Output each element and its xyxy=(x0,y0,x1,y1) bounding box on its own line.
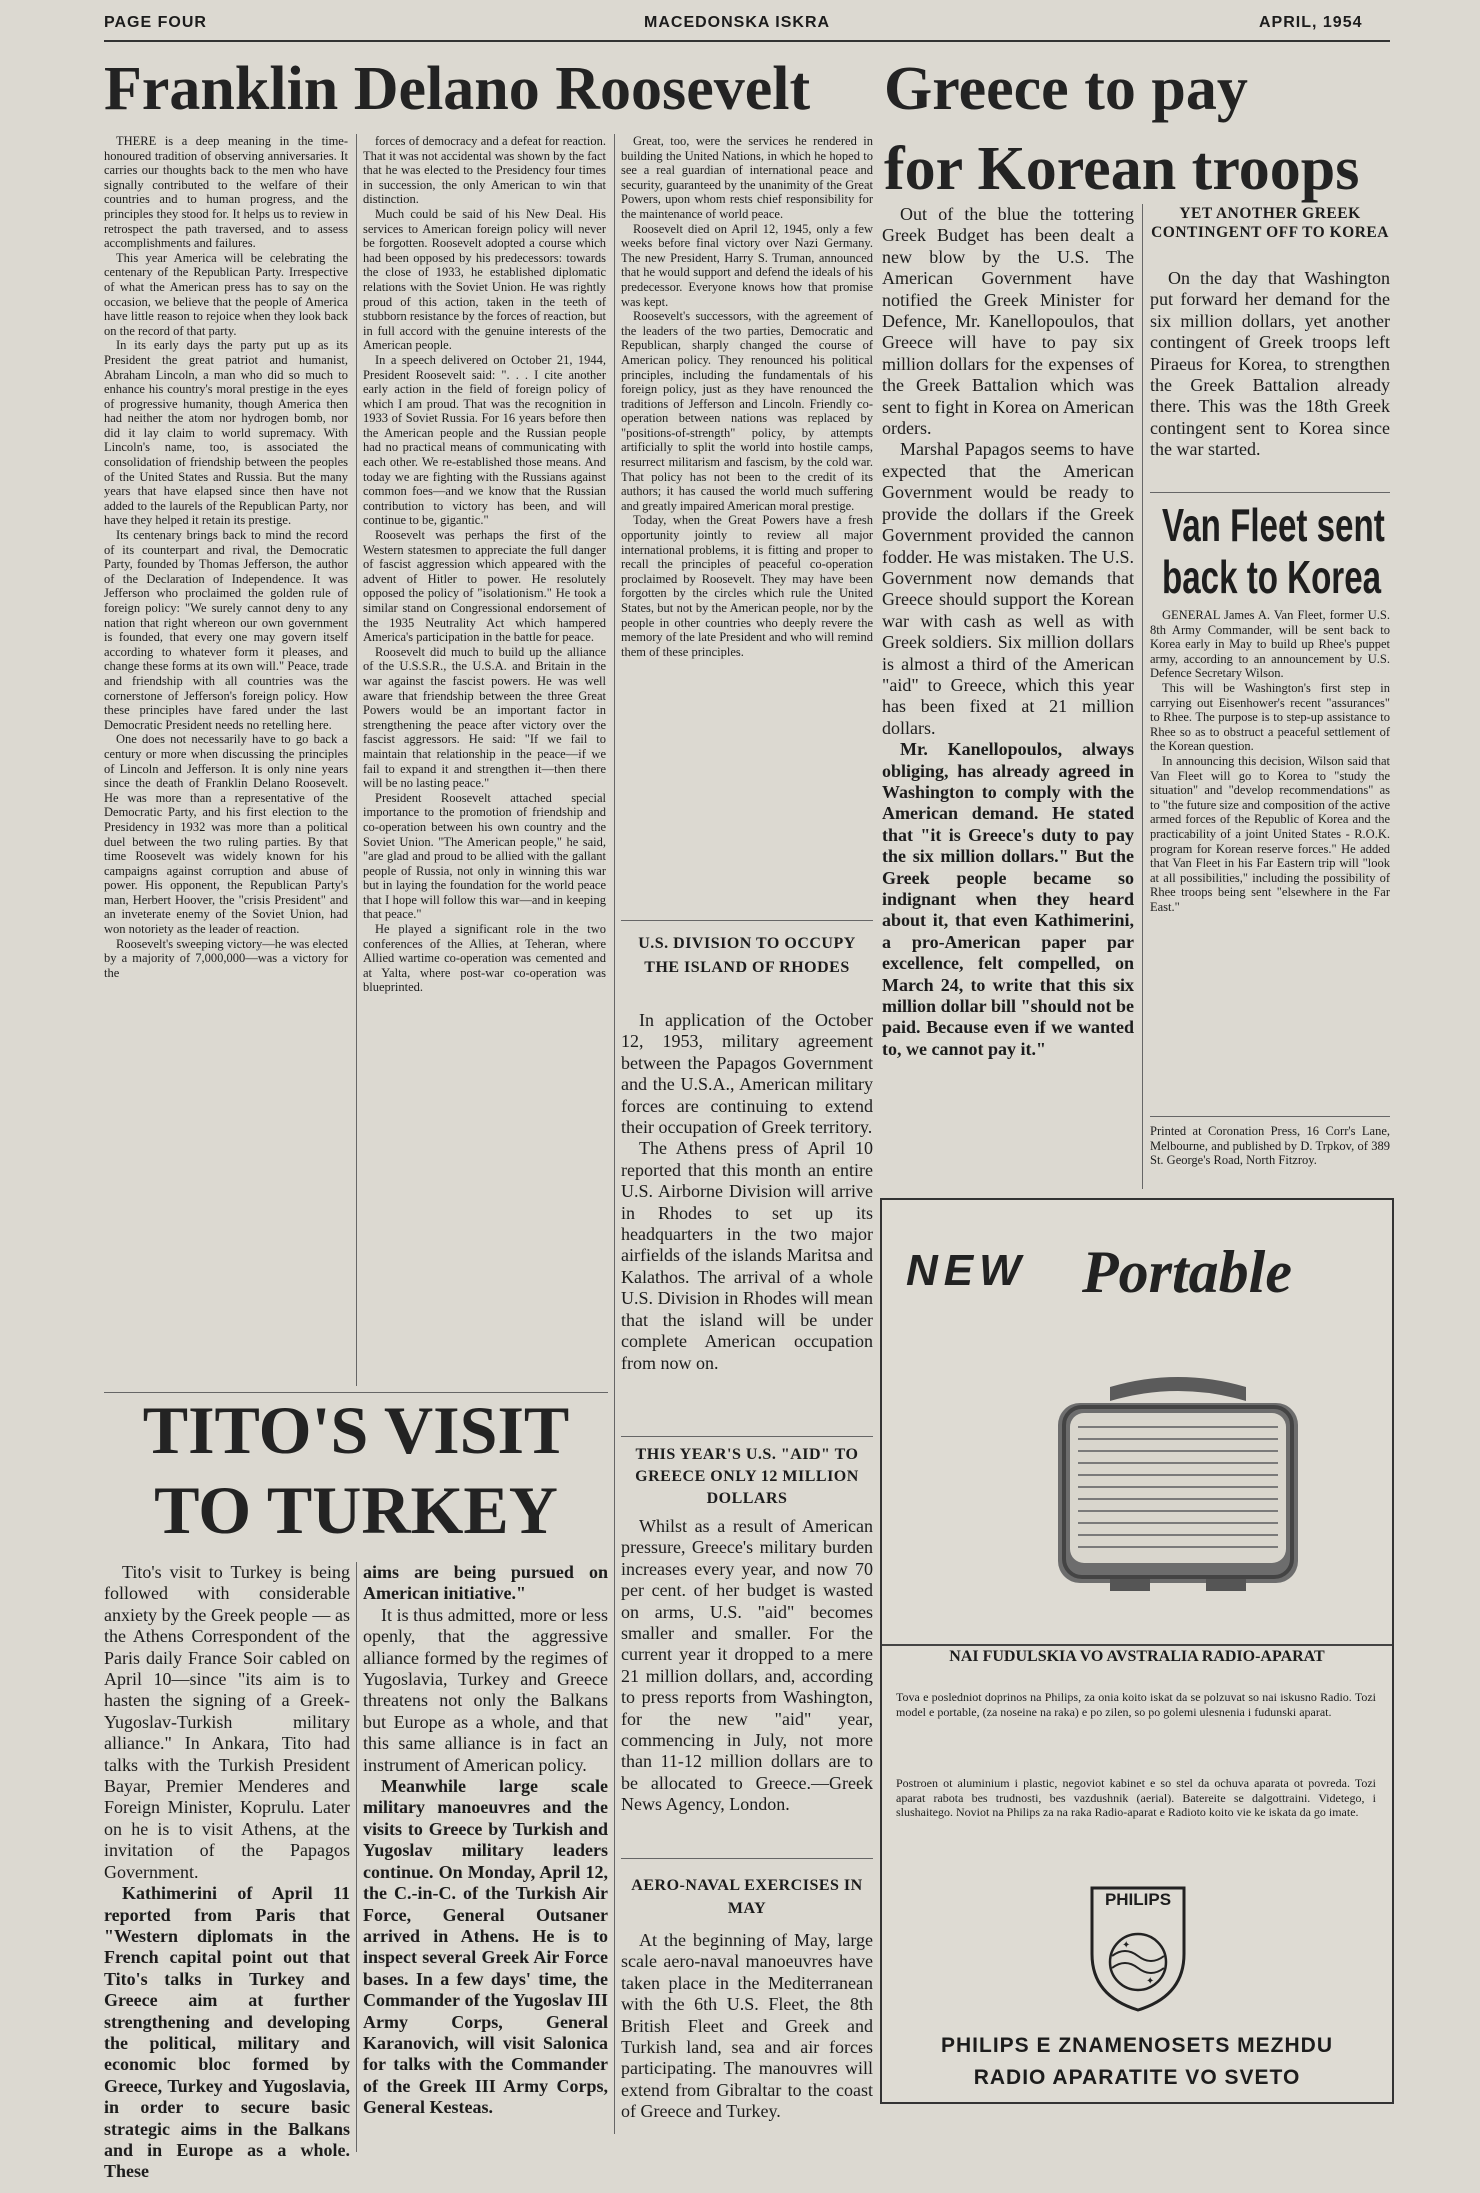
philips-advertisement xyxy=(880,1198,1394,2104)
ad-slogan-line2: RADIO APARATITE VO SVETO xyxy=(973,2066,1301,2089)
page-label: PAGE FOUR xyxy=(104,14,207,31)
imprint xyxy=(1150,1124,1390,1186)
paragraph: Whilst as a result of American pressure, Greece's military burden increases every year, and now 70 per cent. of her budget is wasted on arms, U.S. "aid" becomes smaller and smaller. For the current year it dropped to a mere 21 million dollars, and, according to press reports from Washington, for the new "aid" year, commencing in July, not more than 11-12 million dollars are to be allocated to Greece.—Greek News Agency, London. xyxy=(621,1516,873,1815)
paragraph: This will be Washington's first step in carrying out Eisenhower's recent "assurances" to Rhee. The purpose is to step-up assistance to Rhee so as to obstruct a peaceful settlement of the Korean question. xyxy=(1150,680,1390,754)
ad-paragraph-2: Postroen ot aluminium i plastic, negoviot kabinet e so stel da ochuva aparata ot povreda. Tozi aparat rabota bes trudnosti, bes vazdushnik (aerial). Batereite se dalgottraini. Videtego, i slushaitego. Noviot na Philips za na raka Radio-aparat e Radioto koito vie ke iskata da go imate. xyxy=(896,1776,1376,1820)
aeronaval-title: AERO-NAVAL EXERCISES IN MAY xyxy=(631,1877,863,1917)
paragraph: On the day that Washington put forward her demand for the six million dollars, yet another contingent of Greek troops left Piraeus for Korea, to strengthen the Greek Battalion already there. This was the 18th Greek contingent sent to Korea since the war started. xyxy=(1150,268,1390,460)
imprint-text: Printed at Coronation Press, 16 Corr's Lane, Melbourne, and published by D. Trpkov, of 389 St. George's Road, North Fitzroy. xyxy=(1150,1124,1390,1168)
paragraph: THERE is a deep meaning in the time-honoured tradition of observing anniversaries. It carries our thoughts back to the men who have signally contributed to the welfare of their countries and to human progress, and the principles they stood for. It helps us to review in retrospect the path traversed, and to assess accomplishments and failures. xyxy=(104,134,348,251)
masthead-rule xyxy=(104,40,1390,42)
fdr-headline: Franklin Delano Roosevelt xyxy=(104,55,811,123)
ad-slogan-line1: PHILIPS E ZNAMENOSETS MEZHDU xyxy=(940,2034,1334,2057)
paragraph: In a speech delivered on October 21, 1944, President Roosevelt said: ". . . I cite another early action in the field of foreign policy of which I am proud. That was the recognition in 1933 of Soviet Russia. For 16 years before then the American people and the Russian people had no practical means of communicating with each other. We re-established those means. And today we are fighting with the Russians against common foes—and we know that the Russian contribution to victory has been, and will continue to be, gigantic." xyxy=(363,352,606,528)
fdr-column-1 xyxy=(104,134,348,1386)
tito-headline-line2: TO TURKEY xyxy=(154,1472,558,1548)
column-divider xyxy=(614,134,615,2134)
paragraph: In announcing this decision, Wilson said that Van Fleet will go to Korea to "study the situation" and "develop recommendations" as to "the future size and composition of the active armed forces of the Republic of Korea and the practicability of a joint United States - R.O.K. program for Korean reserve forces." He added that Van Fleet in his Far Eastern trip will "look at all possibilities," including the possibility of Rhee troops being sent "elsewhere in the Far East." xyxy=(1150,753,1390,914)
contingent-body xyxy=(1150,268,1390,484)
ad-portable-label: Portable xyxy=(1082,1239,1292,1305)
paragraph: GENERAL James A. Van Fleet, former U.S. 8th Army Commander, will be sent back to Korea early in May to build up Rhee's puppet army, according to an announcement by U.S. Defence Secretary Wilson. xyxy=(1150,608,1390,681)
svg-text:✦: ✦ xyxy=(1146,1976,1155,1987)
paragraph: Its centenary brings back to mind the record of its counterpart and rival, the Democratic Party, founded by Thomas Jefferson, the author of the Declaration of Independence. It was Jefferson who proclaimed the golden rule of foreign policy: "We surely cannot deny to any nation that right whereon our own government is founded, that every one may govern itself according to whatever form it pleases, and change these forms at its own will." Peace, trade and friendship with all countries was the cornerstone of Jefferson's foreign policy. How these principles have fared under the last Democratic President needs no retelling here. xyxy=(104,528,348,732)
paragraph: Today, when the Great Powers have a fresh opportunity jointly to review all major international problems, it is fitting and proper to recall the principles of peaceful co-operation proclaimed by Roosevelt. They may have been forgotten by the circles which rule the United States, but not by the American people, nor by the people in other countries who deeply revere the memory of the late President and who will remind them of these principles. xyxy=(621,513,873,659)
ad-paragraph-1-block xyxy=(896,1690,1376,1760)
column-divider xyxy=(1142,204,1143,1189)
paragraph: Kathimerini of April 11 reported from Paris that "Western diplomats in the French capital point out that Tito's talks in Turkey and Greece aim at further strengthening and developing the political, military and economic bloc formed by Greece, Turkey and Yugoslavia, in order to secure basic strategic aims in the Balkans and in Europe as a whole. These xyxy=(104,1883,350,2182)
rhodes-title: U.S. DIVISION TO OCCUPY THE ISLAND OF RHODES xyxy=(638,935,856,976)
vanfleet-headline-line1: Van Fleet sent xyxy=(1162,499,1385,551)
tito-headline-line1: TITO'S VISIT xyxy=(142,1392,570,1468)
paragraph: Roosevelt's successors, with the agreement of the leaders of the two parties, Democratic and Republican, sharply changed the course of American policy. They renounced his political principles, including the fundamentals of his foreign policy, just as they have renounced the traditions of Jefferson and Lincoln. Friendly co-operation between nations was replaced by "positions-of-strength" policy, by attempts artificially to split the world into hostile camps, resurrect militarism and fascism, by the cold war. That policy has not been to the credit of its authors; it has caused the world much suffering and greatly impaired American moral prestige. xyxy=(621,309,873,513)
greece-headline-line1: Greece to pay xyxy=(884,55,1248,123)
paragraph: President Roosevelt attached special importance to the promotion of friendship and co-operation between his own country and the Soviet Union. "The American people," he said, "are glad and proud to be allied with the gallant people of Russia, not only in winning this war but in laying the foundation for the world peace that I hope will follow this war—and in keeping that peace." xyxy=(363,790,606,922)
section-rule xyxy=(621,920,873,921)
masthead xyxy=(104,14,1390,36)
tito-column-2 xyxy=(363,1562,608,2152)
paragraph: Tito's visit to Turkey is being followed with considerable anxiety by the Greek people — as the Athens Correspondent of the Paris daily France Soir cabled on April 10—since "its aim is to hasten the signing of a Greek-Yugoslav-Turkish military alliance." In Ankara, Tito had talks with the Turkish President Bayar, Premier Menderes and Foreign Minister, Koprulu. Later on he is to visit Athens, at the invitation of the Papagos Government. xyxy=(104,1562,350,1882)
vanfleet-body xyxy=(1150,608,1390,1108)
column-divider xyxy=(356,134,357,1386)
ad-paragraph-2-block xyxy=(896,1776,1376,1876)
paragraph: Great, too, were the services he rendered in building the United Nations, in which he hoped to see a real guardian of international peace and security, guaranteed by the unanimity of the Great Powers, upon whom rests chief responsibility for the maintenance of world peace. xyxy=(621,134,873,221)
fdr-column-3 xyxy=(621,134,873,914)
ad-brand: PHILIPS xyxy=(1104,1890,1172,1909)
paragraph: The Athens press of April 10 reported that this month an entire U.S. Airborne Division will arrive in Rhodes to set up its headquarters in the two major airfields of the islands Maritsa and Kalathos. The arrival of a whole U.S. Division in Rhodes will mean that the island will be under complete American occupation from now on. xyxy=(621,1138,873,1373)
paragraph: It is thus admitted, more or less openly, that the aggressive alliance formed by the regimes of Yugoslavia, Turkey and Greece threatens not only the Balkans but Europe as a whole, and that this same alliance is in fact an instrument of American policy. xyxy=(363,1604,608,1775)
greece-headline-line2: for Korean troops xyxy=(884,135,1360,203)
ad-rule xyxy=(882,1644,1392,1646)
section-rule xyxy=(621,1858,873,1859)
paragraph: Much could be said of his New Deal. His services to American foreign policy will never be forgotten. Roosevelt adopted a course which had been opposed by his predecessors: towards the close of 1933, he established diplomatic relations with the Soviet Union. He was rightly proud of this action, taken in the teeth of stubborn resistance by the forces of reaction, but in full accord with the genuine interests of the American people. xyxy=(363,206,606,353)
column-divider xyxy=(356,1562,357,2152)
paragraph: In application of the October 12, 1953, military agreement between the Papagos Government and the U.S.A., American military forces are continuing to extend their occupation of Greek territory. xyxy=(621,1010,873,1138)
radio-illustration xyxy=(1050,1367,1306,1603)
paragraph: Marshal Papagos seems to have expected that the American Government would be ready to provide the dollars if the Greek Government provided the cannon fodder. He was mistaken. The U.S. Government now demands that Greece should support the Korean war with cash as well as with Greek soldiers. Six million dollars is almost a third of the American "aid" to Greece, which this year has been fixed at 21 million dollars. xyxy=(882,439,1134,738)
tito-column-1 xyxy=(104,1562,350,2182)
paragraph: At the beginning of May, large scale aero-naval manoeuvres have taken place in the Mediterranean with the 6th U.S. Fleet, the 8th British Fleet and Greek and Turkish land, sea and air forces participating. The manouvres will extend from Gibraltar to the coast of Greece and Turkey. xyxy=(621,1930,873,2122)
ad-paragraph-1: Tova e posledniot doprinos na Philips, za onia koito iskat da se polzuvat so nai iskusno Radio. Tozi model e portable, (za noseine na raka) e po zilen, so po golemi ulesnenia i fudunski aparat. xyxy=(896,1690,1376,1719)
paragraph: Roosevelt died on April 12, 1945, only a few weeks before final victory over Nazi Germany. The new President, Harry S. Truman, announced that he would support and defend the ideals of his predecessor. Everyone knows how that promise was kept. xyxy=(621,221,873,309)
paragraph: Roosevelt's sweeping victory—he was elected by a majority of 7,000,000—was a victory for the xyxy=(104,936,348,980)
greece-body xyxy=(882,204,1134,1184)
aeronaval-body xyxy=(621,1930,873,2142)
paragraph: Roosevelt did much to build up the alliance of the U.S.S.R., the U.S.A. and Britain in the war against the fascist powers. He was well aware that friendship between the three Great Powers would be an important factor in strengthening the peace after victory over the fascist aggressors. He said: "If we fail to maintain that relationship in the peace—if we fail to expand it and strengthen it—then there will be no lasting peace." xyxy=(363,644,606,791)
paragraph: One does not necessarily have to go back a century or more when discussing the principles of Lincoln and Jefferson. It is only nine years since the death of Franklin Delano Roosevelt. He was more than a representative of the Democratic Party, and his first election to the Presidency in 1932 was more than a political duel between the two ruling parties. By that time Roosevelt was widely known for his campaigns against corruption and abuse of power. His opponent, the Republican Party's man, Herbert Hoover, the "crisis President" and an inveterate enemy of the Soviet Union, had won notoriety as the leader of reaction. xyxy=(104,732,348,937)
vanfleet-headline-line2: back to Korea xyxy=(1162,551,1382,603)
paragraph: In its early days the party put up as its President the great patriot and humanist, Abraham Lincoln, a man who did so much to enhance his country's moral prestige in the eyes of progressive humanity, though America then had neither the atom nor hydrogen bomb, nor did it lay claim to world supremacy. With Lincoln's name, too, is associated the consolidation of friendship between the peoples of the United States and Russia. But the many years that have elapsed since then have not added to the laurels of the Republican Party, nor have they helped it retain its prestige. xyxy=(104,338,348,528)
fdr-column-2 xyxy=(363,134,606,1386)
section-rule xyxy=(1150,1116,1390,1117)
paragraph: He played a significant role in the two conferences of the Allies, at Teheran, where Allied wartime co-operation was cemented and at Yalta, where post-war co-operation was blueprinted. xyxy=(363,922,606,995)
paragraph: This year America will be celebrating the centenary of the Republican Party. Irrespective of what the American press has to say on the occasion, we believe that the people of America have little reason to rejoice when they look back on the record of that party. xyxy=(104,250,348,338)
section-rule xyxy=(1150,492,1390,493)
contingent-title: YET ANOTHER GREEK CONTINGENT OFF TO KOREA xyxy=(1151,205,1389,241)
aid-body xyxy=(621,1516,873,1851)
paper-name: MACEDONSKA ISKRA xyxy=(644,14,831,31)
paragraph: aims are being pursued on American initiative." xyxy=(363,1562,608,1604)
ad-new-label: NEW xyxy=(906,1246,1027,1295)
paragraph: forces of democracy and a defeat for reaction. That it was not accidental was shown by the fact that he was elected to the Presidency four times in succession, the only American to win that distinction. xyxy=(363,134,606,207)
paragraph: Mr. Kanellopoulos, always obliging, has already agreed in Washington to comply with the American demand. He stated that "it is Greece's duty to pay the six million dollars." But the Greek people became so indignant when they heard about it, that even Kathimerini, a pro-American paper par excellence, felt compelled, on March 24, to write that this six million dollar bill "should not be paid. Because even if we wanted to, we cannot pay it." xyxy=(882,739,1134,1059)
paragraph: Roosevelt was perhaps the first of the Western statesmen to appreciate the full danger of fascist aggression which appeared with the advent of Hitler to power. He resolutely opposed the policy of "isolationism." He took a similar stand on Congressional endorsement of the 1935 Neutrality Act which hampered America's participation in the battle for peace. xyxy=(363,528,606,645)
ad-subtitle: NAI FUDULSKIA VO AVSTRALIA RADIO-APARAT xyxy=(949,1648,1325,1665)
section-rule xyxy=(621,1436,873,1437)
paragraph: Meanwhile large scale military manoeuvres and the visits to Greece by Turkish and Yugoslav military leaders continue. On Monday, April 12, the C.-in-C. of the Turkish Air Force, General Outsaner arrived in Athens. He is to inspect several Greek Air Force bases. In a few days' time, the Commander of the Yugoslav III Army Corps, General Karanovich, will visit Salonica for talks with the Commander of the Greek III Army Corps, General Kesteas. xyxy=(363,1776,608,2118)
rhodes-body xyxy=(621,1010,873,1430)
issue-date: APRIL, 1954 xyxy=(1259,14,1363,31)
paragraph: Out of the blue the tottering Greek Budget has been dealt a new blow by the U.S. The American Government have notified the Greek Minister for Defence, Mr. Kanellopoulos, that Greece will have to pay six million dollars for the expenses of the Greek Battalion which was sent to fight in Korea on American orders. xyxy=(882,204,1134,439)
aid-title: THIS YEAR'S U.S. "AID" TO GREECE ONLY 12 MILLION DOLLARS xyxy=(635,1446,859,1507)
svg-text:✦: ✦ xyxy=(1122,1940,1131,1951)
